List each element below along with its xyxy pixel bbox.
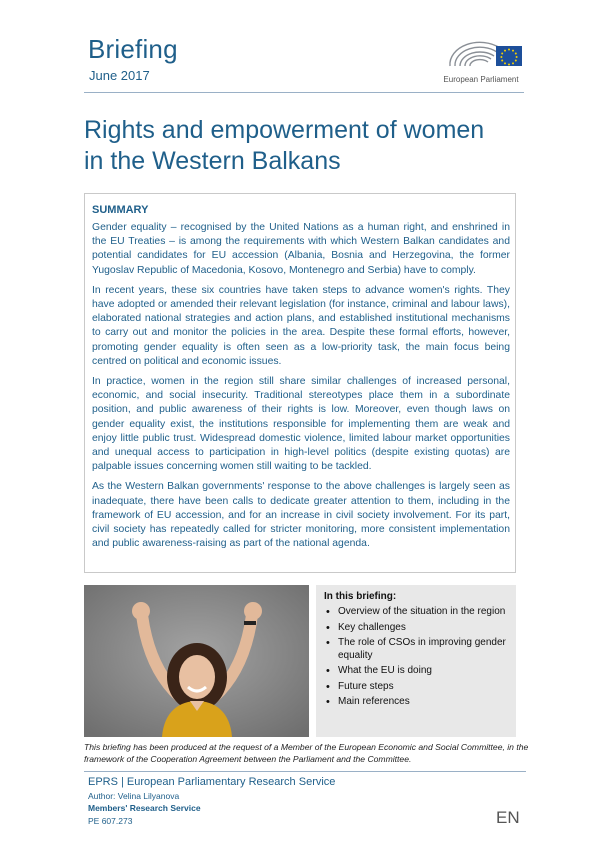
cover-photo xyxy=(84,585,309,737)
doc-type-title: Briefing xyxy=(88,34,178,64)
document-reference: PE 607.273 xyxy=(88,816,133,826)
unit-name: Members' Research Service xyxy=(88,803,201,813)
service-name: EPRS | European Parliamentary Research Service xyxy=(88,776,336,788)
document-title xyxy=(84,115,534,177)
summary-paragraph-1: Gender equality – recognised by the United Nations as a human right, and enshrined in the EU Treaties – is among the requirements with which Western Balkan candidates and potential candidates for EU accession (Albania, Bosnia and Herzegovina, the former Yugoslav Republic of Macedonia, Kosovo, Montenegro and Serbia) have to comply. xyxy=(92,222,510,276)
toc-list xyxy=(324,606,508,709)
disclaimer-note: This briefing has been produced at the request of a Member of the European Economic and Social Committee, in the framework of the Cooperation Agreement between the Parliament and the Committee. xyxy=(84,742,529,764)
title-line-1: Rights and empowerment of women xyxy=(84,116,485,144)
title-line-2: in the Western Balkans xyxy=(84,147,341,175)
in-this-briefing-box xyxy=(316,585,516,737)
publication-date: June 2017 xyxy=(89,68,150,83)
logo-label: European Parliament xyxy=(443,75,519,84)
toc-item: • Key challenges xyxy=(324,622,508,635)
language-code: EN xyxy=(496,808,520,827)
toc-item: • What the EU is doing xyxy=(324,665,508,678)
summary-body xyxy=(92,221,510,557)
toc-item: • Future steps xyxy=(324,681,508,694)
summary-paragraph-2: In recent years, these six countries have taken steps to advance women's rights. They have adopted or amended their relevant legislation (for instance, criminal and labour laws), elaborated national strategies and action plans, and established institutional mechanisms to carry out and monitor the policies in the area. Despite these formal efforts, however, promoting gender equality is often seen as a low-priority task, the main focus being centred on political and economic issues. xyxy=(92,284,510,367)
author-line: Author: Velina Lilyanova xyxy=(88,791,180,801)
toc-heading: In this briefing: xyxy=(324,591,397,602)
summary-paragraph-4: As the Western Balkan governments' response to the above challenges is largely seen as inadequate, there have been calls to dedicate greater attention to them, including in the framework of EU accession, and for an increase in civil society involvement. For its part, civil society has repeatedly called for stricter monitoring, more consistent implementation and public awareness-raising as part of the national agenda. xyxy=(92,481,510,550)
footer-divider xyxy=(84,771,526,772)
header-divider xyxy=(84,92,524,93)
summary-heading: SUMMARY xyxy=(92,204,149,216)
summary-paragraph-3: In practice, women in the region still share similar challenges of increased personal, economic, and social insecurity. Traditional stereotypes place them in a subordinate position, and public awareness of their rights is low. Moreover, even though laws on gender equality exist, the institutions responsible for implementing them are weak and enjoy little public trust. Widespread domestic violence, limited labour market opportunities and unequal access to participation in high-level politics (despite existing quotas) are palpable issues concerning women still waiting to be tackled. xyxy=(92,376,510,473)
toc-item: • Main references xyxy=(324,696,508,709)
toc-item: • The role of CSOs in improving gender equality xyxy=(324,637,508,662)
toc-item: • Overview of the situation in the region xyxy=(324,606,508,619)
